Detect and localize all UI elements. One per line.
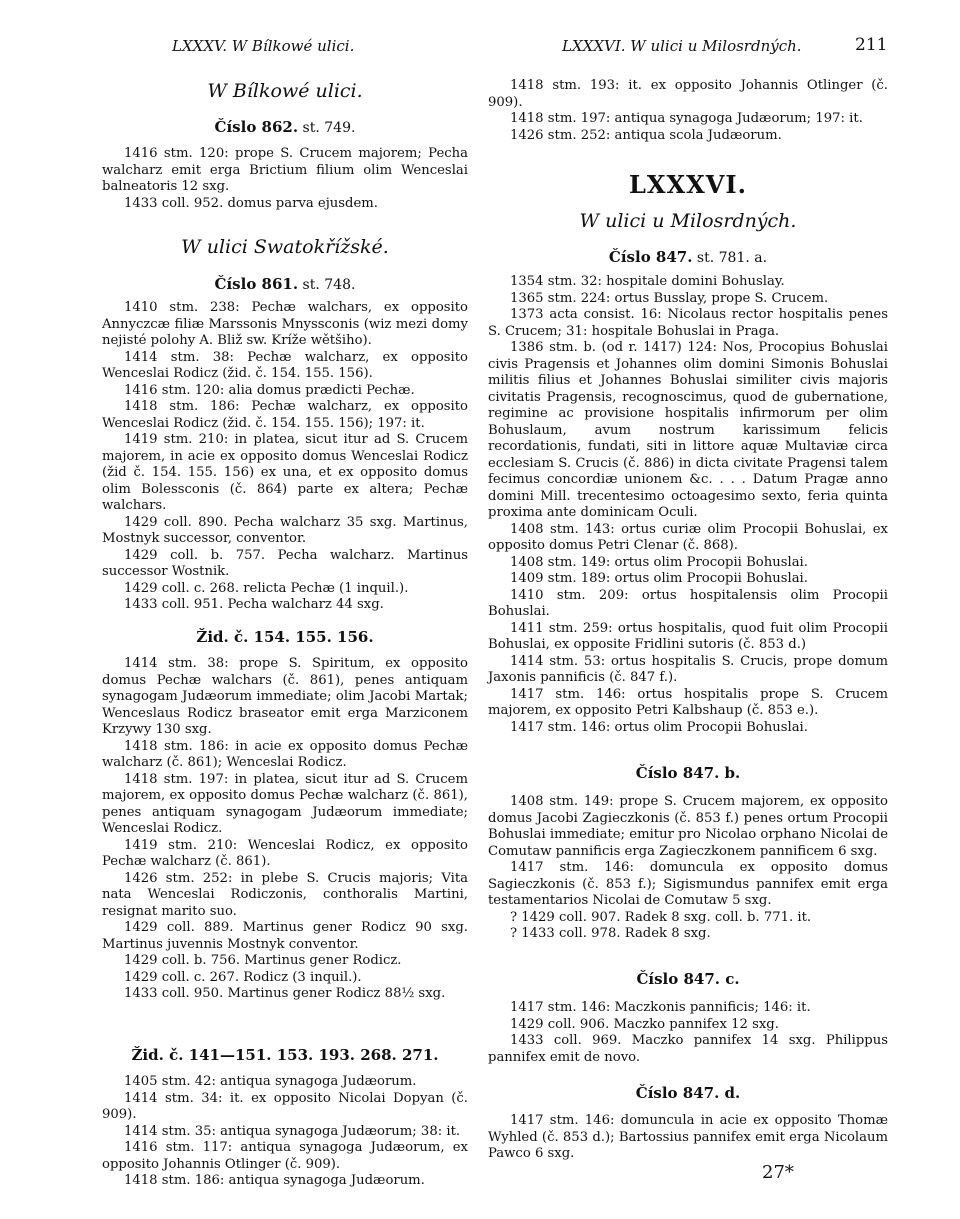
entry: 1411 stm. 259: ortus hospitalis, quod fuit olim Procopii Bohuslai, ex opposite Fridlini sutoris (č. 853 d.) [488,620,888,652]
section-title-bilkowe: W Bílkowé ulici. [207,80,363,102]
entry: 1433 coll. 952. domus parva ejusdem. [124,195,379,211]
entry: 1433 coll. 951. Pecha walcharz 44 sxg. [124,597,384,612]
entry: 1433 coll. 969. Maczko pannifex 14 sxg. Philippus pannifex emit de novo. [488,1033,888,1065]
entry: 1429 coll. 890. Pecha walcharz 35 sxg. Martinus, Mostnyk successor, conventor. [102,514,468,546]
entry: 1416 stm. 120: prope S. Crucem majorem; Pecha walcharz emit erga Brictium filium olim Wenceslai balneatoris 12 sxg. [102,146,468,194]
entry: 1418 stm. 197: in platea, sicut itur ad S. Crucem majorem, ex opposito domus Pechæ walcharz (č. 861), penes antiquam synagogam Judæorum immediate; Wenceslai Rodicz. [102,771,468,836]
entry: 1429 coll. b. 757. Pecha walcharz. Martinus successor Wostnik. [102,547,468,579]
zid-heading-154: Žid. č. 154. 155. 156. [196,628,374,646]
entry: 1417 stm. 146: domuncula ex opposito domus Sagieczkonis (č. 853 f.); Sigismundus pannifex emit erga testamentarios Nicolai de Comutaw 5 sxg. [488,860,888,908]
entry: 1417 stm. 146: ortus hospitalis prope S. Crucem majorem, ex opposito Petri Kalbshaup (č. 853 e.). [488,686,888,718]
cislo-847c: Číslo 847. c. [636,970,740,988]
entry: 1429 coll. c. 267. Rodicz (3 inquil.). [124,969,362,985]
entry: 1416 stm. 117: antiqua synagoga Judæorum, ex opposito Johannis Otlinger (č. 909). [102,1140,468,1172]
entry: 1429 coll. 906. Maczko pannifex 12 sxg. [510,1016,779,1032]
chapter-heading: LXXXVI. [629,170,747,199]
cislo-862: Číslo 862. st. 749. [214,118,356,136]
signature-mark: 27* [762,1162,794,1183]
entry: 1418 stm. 186: antiqua synagoga Judæorum. [124,1173,425,1188]
entries-847c [488,1000,888,1066]
entry: 1414 stm. 35: antiqua synagoga Judæorum; 38: it. [124,1123,461,1139]
cislo-847d: Číslo 847. d. [635,1084,741,1102]
entries-847a [488,274,888,736]
running-head-left: LXXXV. W Bílkowé ulici. [172,37,355,55]
running-head-right: LXXXVI. W ulici u Milosrdných. [562,37,802,55]
entry: 1365 stm. 224: ortus Busslay, prope S. Crucem. [510,290,829,306]
cislo-861: Číslo 861. st. 748. [214,275,356,293]
entry: 1405 stm. 42: antiqua synagoga Judæorum. [124,1074,417,1089]
entry: 1418 stm. 193: it. ex opposito Johannis Otlinger (č. 909). [488,78,888,110]
section-title-swatokrizske: W ulici Swatokřížské. [181,236,389,258]
cislo-847b: Číslo 847. b. [635,764,741,782]
entries-861 [102,300,468,614]
entries-847d [488,1113,888,1163]
section-title-milosrdnych: W ulici u Milosrdných. [579,210,797,232]
entries-continued [488,78,888,144]
entry: 1433 coll. 950. Martinus gener Rodicz 88½ sxg. [124,986,446,1001]
entry: 1426 stm. 252: in plebe S. Crucis majoris; Vita nata Wenceslai Rodiczonis, conthoralis Martini, resignat marito suo. [102,870,468,919]
entry: 1410 stm. 238: Pechæ walchars, ex opposito Annyczcæ filiæ Marssonis Mnyssconis (wiz mezi domy nejisté polohy A. Bliž sw. Kríže wětšiho). [102,300,468,348]
entry: 1386 stm. b. (od r. 1417) 124: Nos, Procopius Bohuslai civis Pragensis et Johannes olim domini Simonis Bohuslai militis filius et Johannes Bohuslai similiter civis majoris civitatis Pragensis, recognoscimus, quod de gubernatione, regimine ac provisione hospitalis infirmorum per olim Bohuslaum, avum nostrum karissimum felicis recordationis, fundati, siti in littore aquæ Multaviæ circa ecclesiam S. Crucis (č. 886) in dicta civitate Pragensi talem fecimus concordiæ unionem &c. . . . Datum Pragæ anno domini Mill. trecentesimo octoagesimo sexto, feria quinta proxima ante dominicam Oculi. [488,340,888,520]
entry: 1408 stm. 149: prope S. Crucem majorem, ex opposito domus Jacobi Zagieczkonis (č. 853 f.) penes ortum Procopii Bohuslai immediate; emitur pro Nicolao orphano Nicolai de Comutaw pannificis erga Zagieczkonem pannificem 6 sxg. [488,794,888,859]
entry: 1426 stm. 252: antiqua scola Judæorum. [510,127,782,143]
entry: 1417 stm. 146: ortus olim Procopii Bohuslai. [510,719,808,735]
entry: 1429 coll. 889. Martinus gener Rodicz 90 sxg. Martinus juvennis Mostnyk conventor. [102,920,468,952]
entries-zid-141 [102,1074,468,1190]
entry: ? 1429 coll. 907. Radek 8 sxg. coll. b. 771. it. [510,909,812,925]
entry: 1416 stm. 120: alia domus prædicti Pechæ. [124,382,415,398]
entry: 1419 stm. 210: Wenceslai Rodicz, ex opposito Pechæ walcharz (č. 861). [102,837,468,869]
entry: 1429 coll. c. 268. relicta Pechæ (1 inquil.). [124,580,409,596]
page-number: 211 [855,35,888,55]
entry: 1408 stm. 143: ortus curiæ olim Procopii Bohuslai, ex opposito domus Petri Clenar (č. 868). [488,521,888,553]
entries-862 [102,146,468,212]
entry: 1414 stm. 34: it. ex opposito Nicolai Dopyan (č. 909). [102,1090,468,1122]
entry: 1354 stm. 32: hospitale domini Bohuslay. [510,274,785,289]
entry: 1414 stm. 38: prope S. Spiritum, ex opposito domus Pechæ walchars (č. 861), penes antiquam synagogam Judæorum immediate; olim Jacobi Martak; Wenceslaus Rodicz braseator emit erga Marziconem Krzywy 130 sxg. [102,656,468,737]
cislo-847a: Číslo 847. st. 781. a. [608,248,768,266]
zid-heading-141: Žid. č. 141—151. 153. 193. 268. 271. [131,1046,439,1064]
entry: 1417 stm. 146: Maczkonis pannificis; 146: it. [510,1000,811,1015]
entry: 1409 stm. 189: ortus olim Procopii Bohuslai. [510,571,808,586]
entry: 1418 stm. 186: Pechæ walcharz, ex opposito Wenceslai Rodicz (žid. č. 154. 155. 156); 197: it. [102,399,468,431]
entry: 1419 stm. 210: in platea, sicut itur ad S. Crucem majorem, in acie ex opposito domus Wenceslai Rodicz (žid č. 154. 155. 156) ex una, et ex opposito domus olim Bolessconis (č. 864) parte ex altera; Pechæ walchars. [102,432,468,513]
entry: ? 1433 coll. 978. Radek 8 sxg. [510,926,711,941]
entry: 1418 stm. 197: antiqua synagoga Judæorum; 197: it. [510,111,863,126]
entry: 1418 stm. 186: in acie ex opposito domus Pechæ walcharz (č. 861); Wenceslai Rodicz. [102,738,468,770]
entry: 1373 acta consist. 16: Nicolaus rector hospitalis penes S. Crucem; 31: hospitale Bohuslai in Praga. [488,307,888,339]
entry: 1417 stm. 146: domuncula in acie ex opposito Thomæ Wyhled (č. 853 d.); Bartossius pannifex emit erga Nicolaum Pawco 6 sxg. [488,1113,888,1161]
entry: 1408 stm. 149: ortus olim Procopii Bohuslai. [510,554,808,570]
entry: 1429 coll. b. 756. Martinus gener Rodicz. [124,953,402,968]
entry: 1410 stm. 209: ortus hospitalensis olim Procopii Bohuslai. [488,587,888,619]
entry: 1414 stm. 38: Pechæ walcharz, ex opposito Wenceslai Rodicz (žid. č. 154. 155. 156). [102,349,468,381]
entries-zid-154 [102,656,468,1003]
entries-847b [488,794,888,943]
entry: 1414 stm. 53: ortus hospitalis S. Crucis, prope domum Jaxonis pannificis (č. 847 f.). [488,653,888,685]
